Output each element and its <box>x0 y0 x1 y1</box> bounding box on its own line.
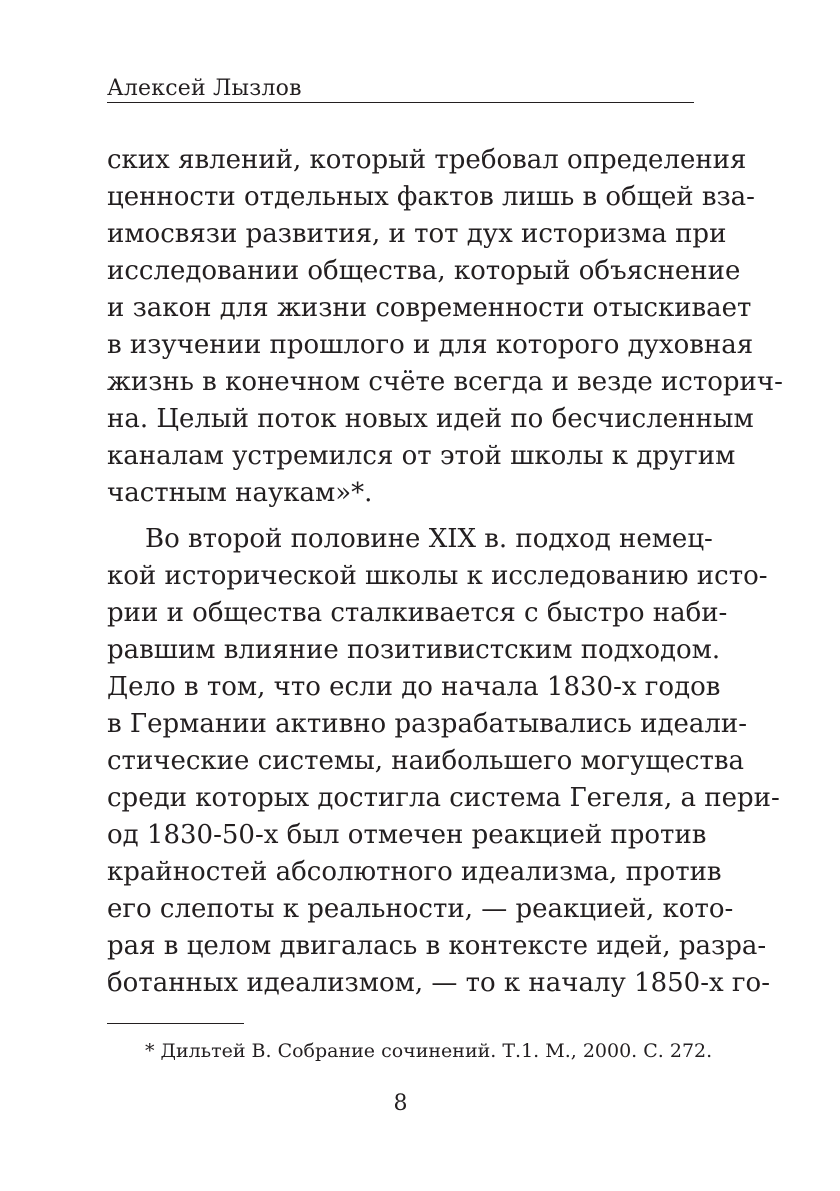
body-line: и закон для жизни современности отыскивает <box>107 293 752 323</box>
body-line: равшим влияние позитивистским подходом. <box>107 635 721 665</box>
body-line: Во второй половине XIX в. подход немец- <box>145 524 713 554</box>
footnote-rule <box>107 1023 244 1024</box>
body-line: жизнь в конечном счёте всегда и везде историч- <box>107 367 783 397</box>
footnote: * Дильтей В. Собрание сочинений. Т.1. М., 2000. С. 272. <box>145 1040 713 1062</box>
body-line: имосвязи развития, и тот дух историзма при <box>107 219 727 249</box>
body-line: стические системы, наибольшего могущества <box>107 746 744 776</box>
body-line: каналам устремился от этой школы к другим <box>107 441 736 471</box>
body-line: Дело в том, что если до начала 1830-х годов <box>107 672 721 702</box>
body-line: в изучении прошлого и для которого духовная <box>107 330 754 360</box>
body-line: од 1830-50-х был отмечен реакцией против <box>107 820 707 850</box>
body-line: исследовании общества, который объяснение <box>107 256 741 286</box>
body-line: его слепоты к реальности, — реакцией, кото- <box>107 894 734 924</box>
body-line: ботанных идеализмом, — то к началу 1850-х го- <box>107 968 770 998</box>
body-line: кой исторической школы к исследованию исто- <box>107 561 768 591</box>
running-head: Алексей Лызлов <box>107 76 302 101</box>
body-line: рая в целом двигалась в контексте идей, разра- <box>107 931 767 961</box>
body-line: рии и общества сталкивается с быстро наби- <box>107 598 728 628</box>
page-number: 8 <box>393 1091 408 1116</box>
body-line: крайностей абсолютного идеализма, против <box>107 857 722 887</box>
body-line: ских явлений, который требовал определения <box>107 145 747 175</box>
body-line: ценности отдельных фактов лишь в общей вза- <box>107 182 755 212</box>
body-line: в Германии активно разрабатывались идеали- <box>107 709 747 739</box>
header-rule <box>107 102 694 103</box>
body-line: на. Целый поток новых идей по бесчисленным <box>107 404 754 434</box>
body-line: частным наукам»*. <box>107 478 373 508</box>
body-line: среди которых достигла система Гегеля, а пери- <box>107 783 780 813</box>
